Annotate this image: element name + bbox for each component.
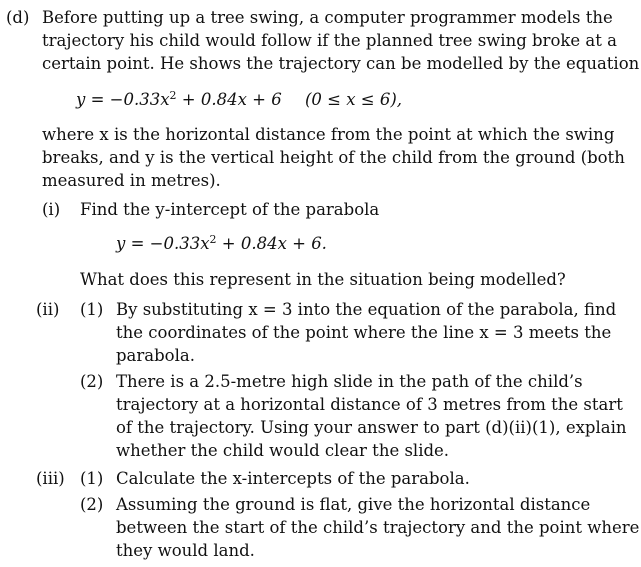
part-iii-sub1-label: (1)	[80, 469, 104, 488]
part-i-equation	[116, 232, 327, 255]
part-i-text: Find the y-intercept of the parabola	[80, 200, 380, 219]
main-equation-rhs: + 0.84x + 6	[176, 90, 282, 109]
part-i-label: (i)	[42, 200, 61, 219]
main-equation-domain: (0 ≤ x ≤ 6),	[305, 90, 403, 109]
part-ii-sub1-line-2: the coordinates of the point where the line x = 3 meets the	[116, 323, 612, 342]
intro-line-1: Before putting up a tree swing, a computer programmer models the	[42, 8, 613, 27]
part-i-followup: What does this represent in the situation being modelled?	[80, 270, 566, 289]
part-ii-sub1-line-3: parabola.	[116, 346, 195, 365]
part-ii-label: (ii)	[36, 300, 60, 319]
part-ii-sub2-line-4: whether the child would clear the slide.	[116, 441, 450, 460]
part-ii-sub2-line-3: of the trajectory. Using your answer to part (d)(ii)(1), explain	[116, 418, 627, 437]
intro-line-3: certain point. He shows the trajectory can be modelled by the equation	[42, 54, 640, 73]
where-line-2: breaks, and y is the vertical height of the child from the ground (both	[42, 148, 625, 167]
main-equation-exponent: 2	[169, 89, 177, 102]
where-line-1: where x is the horizontal distance from the point at which the swing	[42, 125, 615, 144]
part-iii-sub1-line-1: Calculate the x-intercepts of the parabola.	[116, 469, 470, 488]
part-i-equation-exponent: 2	[209, 233, 217, 246]
part-iii-sub2-line-3: they would land.	[116, 541, 255, 560]
main-equation-lhs: y = −0.33x	[76, 90, 170, 109]
intro-line-2: trajectory his child would follow if the planned tree swing broke at a	[42, 31, 617, 50]
part-d-label: (d)	[6, 8, 30, 27]
part-iii-sub2-line-2: between the start of the child’s trajectory and the point where	[116, 518, 640, 537]
main-equation	[76, 88, 282, 111]
part-ii-sub2-label: (2)	[80, 372, 104, 391]
part-ii-sub2-line-2: trajectory at a horizontal distance of 3 metres from the start	[116, 395, 623, 414]
part-ii-sub2-line-1: There is a 2.5-metre high slide in the path of the child’s	[116, 372, 583, 391]
part-iii-label: (iii)	[36, 469, 65, 488]
part-ii-sub1-label: (1)	[80, 300, 104, 319]
part-iii-sub2-line-1: Assuming the ground is flat, give the horizontal distance	[116, 495, 591, 514]
part-ii-sub1-line-1: By substituting x = 3 into the equation of the parabola, find	[116, 300, 617, 319]
where-line-3: measured in metres).	[42, 171, 221, 190]
part-i-equation-lhs: y = −0.33x	[116, 234, 210, 253]
part-iii-sub2-label: (2)	[80, 495, 104, 514]
part-i-equation-rhs: + 0.84x + 6.	[216, 234, 327, 253]
